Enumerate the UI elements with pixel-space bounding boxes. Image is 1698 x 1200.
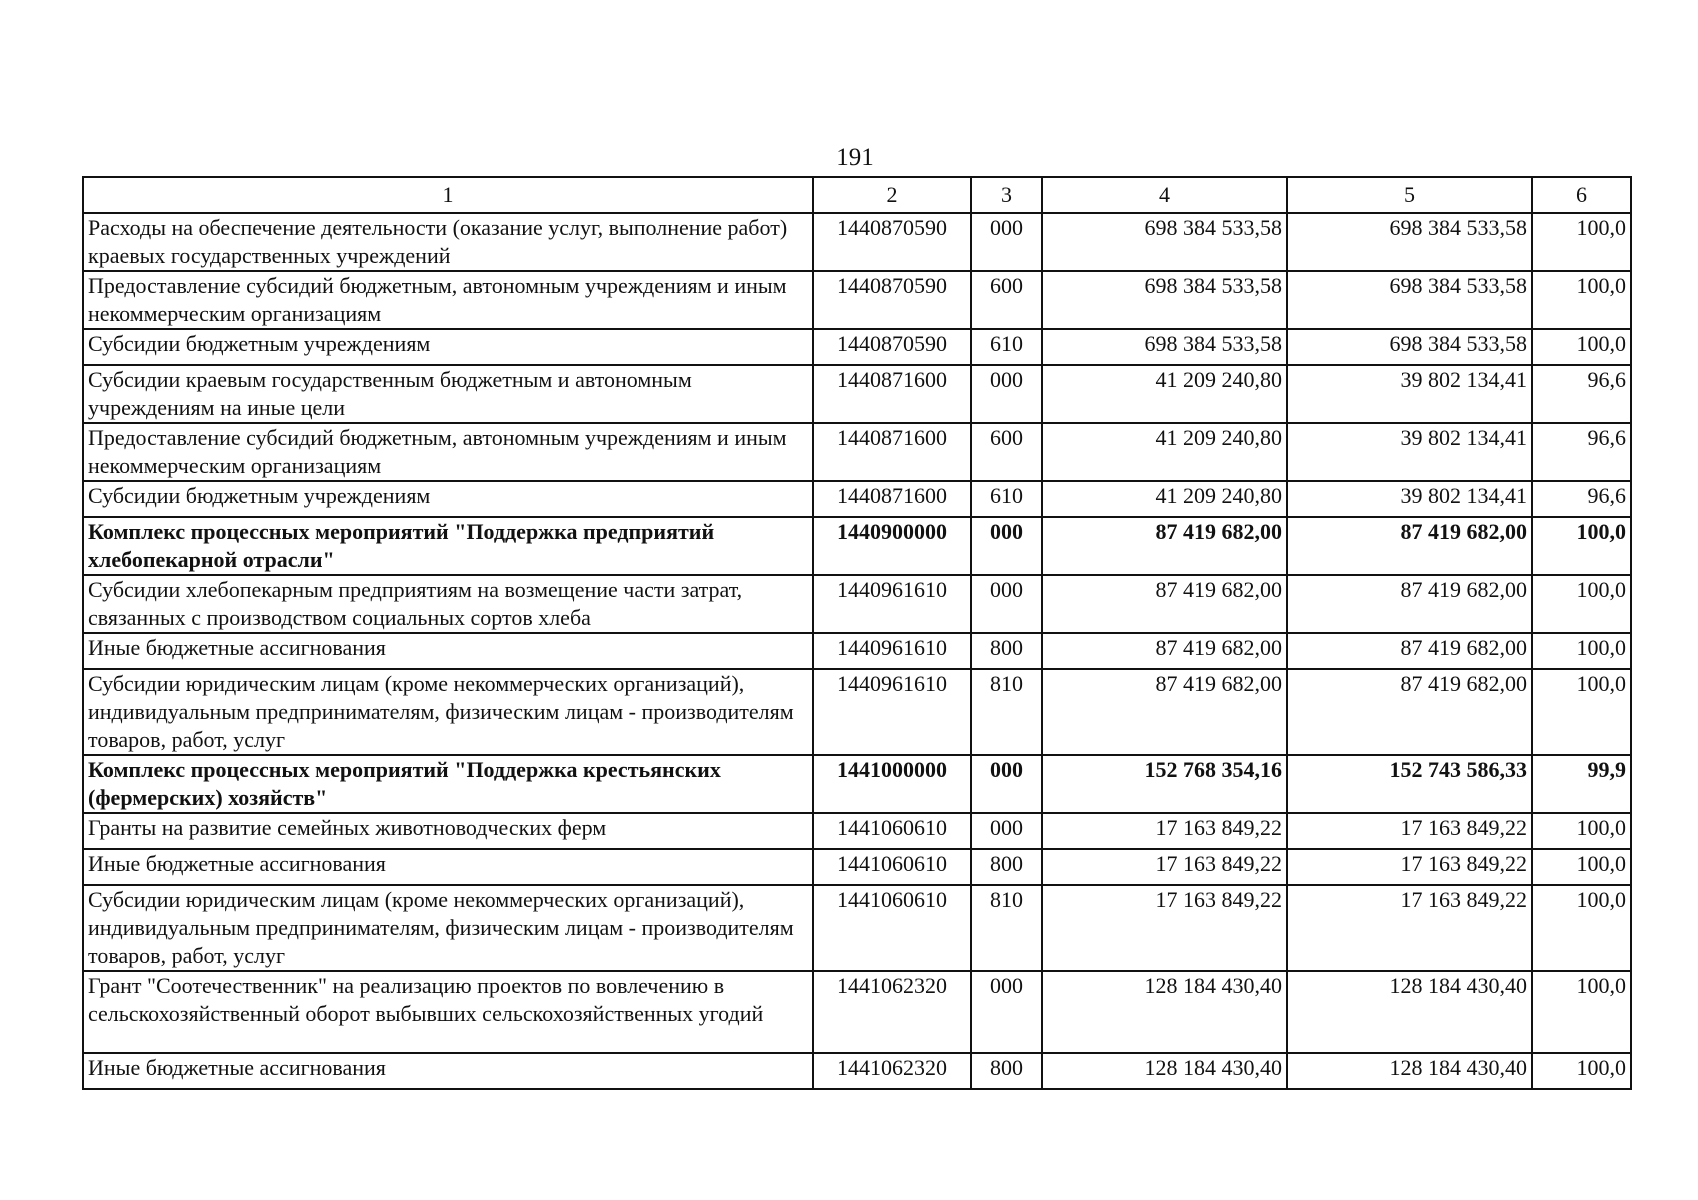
row-executed-cell: 698 384 533,58 bbox=[1287, 213, 1532, 271]
row-percent-cell: 100,0 bbox=[1532, 271, 1631, 329]
row-planned-cell: 41 209 240,80 bbox=[1042, 365, 1287, 423]
row-executed-cell: 87 419 682,00 bbox=[1287, 575, 1532, 633]
row-type-cell: 800 bbox=[971, 1053, 1042, 1089]
column-number-3: 3 bbox=[971, 177, 1042, 213]
row-name-cell: Расходы на обеспечение деятельности (оказание услуг, выполнение работ) краевых государственных учреждений bbox=[83, 213, 813, 271]
row-planned-cell: 17 163 849,22 bbox=[1042, 849, 1287, 885]
column-number-4: 4 bbox=[1042, 177, 1287, 213]
column-number-6: 6 bbox=[1532, 177, 1631, 213]
row-name-cell: Предоставление субсидий бюджетным, автономным учреждениям и иным некоммерческим организациям bbox=[83, 271, 813, 329]
row-code-cell: 1440871600 bbox=[813, 423, 971, 481]
row-name-cell: Комплекс процессных мероприятий "Поддержка крестьянских (фермерских) хозяйств" bbox=[83, 755, 813, 813]
row-percent-cell: 96,6 bbox=[1532, 423, 1631, 481]
row-executed-cell: 698 384 533,58 bbox=[1287, 271, 1532, 329]
row-executed-cell: 87 419 682,00 bbox=[1287, 517, 1532, 575]
row-executed-cell: 17 163 849,22 bbox=[1287, 813, 1532, 849]
table-row bbox=[83, 813, 1631, 849]
row-percent-cell: 100,0 bbox=[1532, 813, 1631, 849]
table-row bbox=[83, 271, 1631, 329]
row-code-cell: 1440900000 bbox=[813, 517, 971, 575]
row-type-cell: 800 bbox=[971, 633, 1042, 669]
table-row bbox=[83, 1053, 1631, 1089]
budget-table bbox=[82, 176, 1632, 1090]
row-name-cell: Субсидии краевым государственным бюджетным и автономным учреждениям на иные цели bbox=[83, 365, 813, 423]
table-row bbox=[83, 481, 1631, 517]
row-code-cell: 1440871600 bbox=[813, 481, 971, 517]
row-executed-cell: 17 163 849,22 bbox=[1287, 885, 1532, 971]
row-planned-cell: 87 419 682,00 bbox=[1042, 575, 1287, 633]
row-executed-cell: 128 184 430,40 bbox=[1287, 971, 1532, 1053]
row-planned-cell: 17 163 849,22 bbox=[1042, 885, 1287, 971]
row-code-cell: 1441060610 bbox=[813, 885, 971, 971]
table-row bbox=[83, 575, 1631, 633]
row-executed-cell: 17 163 849,22 bbox=[1287, 849, 1532, 885]
column-number-5: 5 bbox=[1287, 177, 1532, 213]
row-type-cell: 810 bbox=[971, 669, 1042, 755]
row-planned-cell: 152 768 354,16 bbox=[1042, 755, 1287, 813]
row-type-cell: 000 bbox=[971, 755, 1042, 813]
row-name-cell: Субсидии юридическим лицам (кроме некоммерческих организаций), индивидуальным предпринимателям, физическим лицам - производителям товаров, работ, услуг bbox=[83, 669, 813, 755]
table-row-section bbox=[83, 517, 1631, 575]
row-percent-cell: 100,0 bbox=[1532, 885, 1631, 971]
row-code-cell: 1440870590 bbox=[813, 271, 971, 329]
row-planned-cell: 698 384 533,58 bbox=[1042, 271, 1287, 329]
row-code-cell: 1440870590 bbox=[813, 213, 971, 271]
table-row bbox=[83, 971, 1631, 1053]
row-percent-cell: 100,0 bbox=[1532, 971, 1631, 1053]
row-executed-cell: 39 802 134,41 bbox=[1287, 423, 1532, 481]
row-code-cell: 1441060610 bbox=[813, 849, 971, 885]
row-percent-cell: 100,0 bbox=[1532, 213, 1631, 271]
table-row bbox=[83, 633, 1631, 669]
row-executed-cell: 128 184 430,40 bbox=[1287, 1053, 1532, 1089]
row-percent-cell: 100,0 bbox=[1532, 517, 1631, 575]
row-type-cell: 000 bbox=[971, 213, 1042, 271]
row-code-cell: 1440961610 bbox=[813, 669, 971, 755]
column-number-2: 2 bbox=[813, 177, 971, 213]
row-planned-cell: 17 163 849,22 bbox=[1042, 813, 1287, 849]
row-planned-cell: 87 419 682,00 bbox=[1042, 633, 1287, 669]
row-name-cell: Иные бюджетные ассигнования bbox=[83, 633, 813, 669]
row-executed-cell: 698 384 533,58 bbox=[1287, 329, 1532, 365]
row-type-cell: 600 bbox=[971, 423, 1042, 481]
row-code-cell: 1440961610 bbox=[813, 575, 971, 633]
row-percent-cell: 100,0 bbox=[1532, 329, 1631, 365]
row-executed-cell: 87 419 682,00 bbox=[1287, 669, 1532, 755]
row-code-cell: 1441062320 bbox=[813, 971, 971, 1053]
row-code-cell: 1440961610 bbox=[813, 633, 971, 669]
row-type-cell: 000 bbox=[971, 365, 1042, 423]
row-name-cell: Субсидии юридическим лицам (кроме некоммерческих организаций), индивидуальным предпринимателям, физическим лицам - производителям товаров, работ, услуг bbox=[83, 885, 813, 971]
column-number-row bbox=[83, 177, 1631, 213]
row-percent-cell: 100,0 bbox=[1532, 633, 1631, 669]
row-executed-cell: 87 419 682,00 bbox=[1287, 633, 1532, 669]
row-name-cell: Гранты на развитие семейных животноводческих ферм bbox=[83, 813, 813, 849]
column-number-1: 1 bbox=[83, 177, 813, 213]
row-executed-cell: 39 802 134,41 bbox=[1287, 481, 1532, 517]
table-row bbox=[83, 885, 1631, 971]
row-planned-cell: 698 384 533,58 bbox=[1042, 213, 1287, 271]
row-planned-cell: 128 184 430,40 bbox=[1042, 971, 1287, 1053]
row-executed-cell: 39 802 134,41 bbox=[1287, 365, 1532, 423]
row-percent-cell: 99,9 bbox=[1532, 755, 1631, 813]
row-planned-cell: 87 419 682,00 bbox=[1042, 517, 1287, 575]
row-name-cell: Иные бюджетные ассигнования bbox=[83, 1053, 813, 1089]
row-planned-cell: 128 184 430,40 bbox=[1042, 1053, 1287, 1089]
row-name-cell: Предоставление субсидий бюджетным, автономным учреждениям и иным некоммерческим организациям bbox=[83, 423, 813, 481]
row-name-cell: Иные бюджетные ассигнования bbox=[83, 849, 813, 885]
row-percent-cell: 100,0 bbox=[1532, 669, 1631, 755]
table-row bbox=[83, 849, 1631, 885]
row-planned-cell: 41 209 240,80 bbox=[1042, 423, 1287, 481]
row-code-cell: 1441062320 bbox=[813, 1053, 971, 1089]
row-percent-cell: 100,0 bbox=[1532, 1053, 1631, 1089]
row-planned-cell: 87 419 682,00 bbox=[1042, 669, 1287, 755]
table-row bbox=[83, 329, 1631, 365]
row-type-cell: 800 bbox=[971, 849, 1042, 885]
table-row bbox=[83, 365, 1631, 423]
row-planned-cell: 41 209 240,80 bbox=[1042, 481, 1287, 517]
row-type-cell: 610 bbox=[971, 329, 1042, 365]
table-row bbox=[83, 423, 1631, 481]
row-code-cell: 1440870590 bbox=[813, 329, 971, 365]
row-name-cell: Субсидии бюджетным учреждениям bbox=[83, 481, 813, 517]
row-percent-cell: 96,6 bbox=[1532, 481, 1631, 517]
page-number: 191 bbox=[836, 144, 874, 171]
row-type-cell: 000 bbox=[971, 517, 1042, 575]
row-type-cell: 000 bbox=[971, 971, 1042, 1053]
row-planned-cell: 698 384 533,58 bbox=[1042, 329, 1287, 365]
row-type-cell: 000 bbox=[971, 813, 1042, 849]
row-name-cell: Субсидии бюджетным учреждениям bbox=[83, 329, 813, 365]
row-code-cell: 1441000000 bbox=[813, 755, 971, 813]
row-type-cell: 610 bbox=[971, 481, 1042, 517]
row-name-cell: Субсидии хлебопекарным предприятиям на возмещение части затрат, связанных с производством социальных сортов хлеба bbox=[83, 575, 813, 633]
row-code-cell: 1440871600 bbox=[813, 365, 971, 423]
row-type-cell: 810 bbox=[971, 885, 1042, 971]
row-name-cell: Грант "Соотечественник" на реализацию проектов по вовлечению в сельскохозяйственный оборот выбывших сельскохозяйственных угодий bbox=[83, 971, 813, 1053]
table-row bbox=[83, 669, 1631, 755]
row-name-cell: Комплекс процессных мероприятий "Поддержка предприятий хлебопекарной отрасли" bbox=[83, 517, 813, 575]
table-row-section bbox=[83, 755, 1631, 813]
row-code-cell: 1441060610 bbox=[813, 813, 971, 849]
row-percent-cell: 100,0 bbox=[1532, 849, 1631, 885]
table-row bbox=[83, 213, 1631, 271]
row-executed-cell: 152 743 586,33 bbox=[1287, 755, 1532, 813]
row-percent-cell: 96,6 bbox=[1532, 365, 1631, 423]
row-type-cell: 600 bbox=[971, 271, 1042, 329]
table-body bbox=[83, 213, 1631, 1089]
row-percent-cell: 100,0 bbox=[1532, 575, 1631, 633]
row-type-cell: 000 bbox=[971, 575, 1042, 633]
